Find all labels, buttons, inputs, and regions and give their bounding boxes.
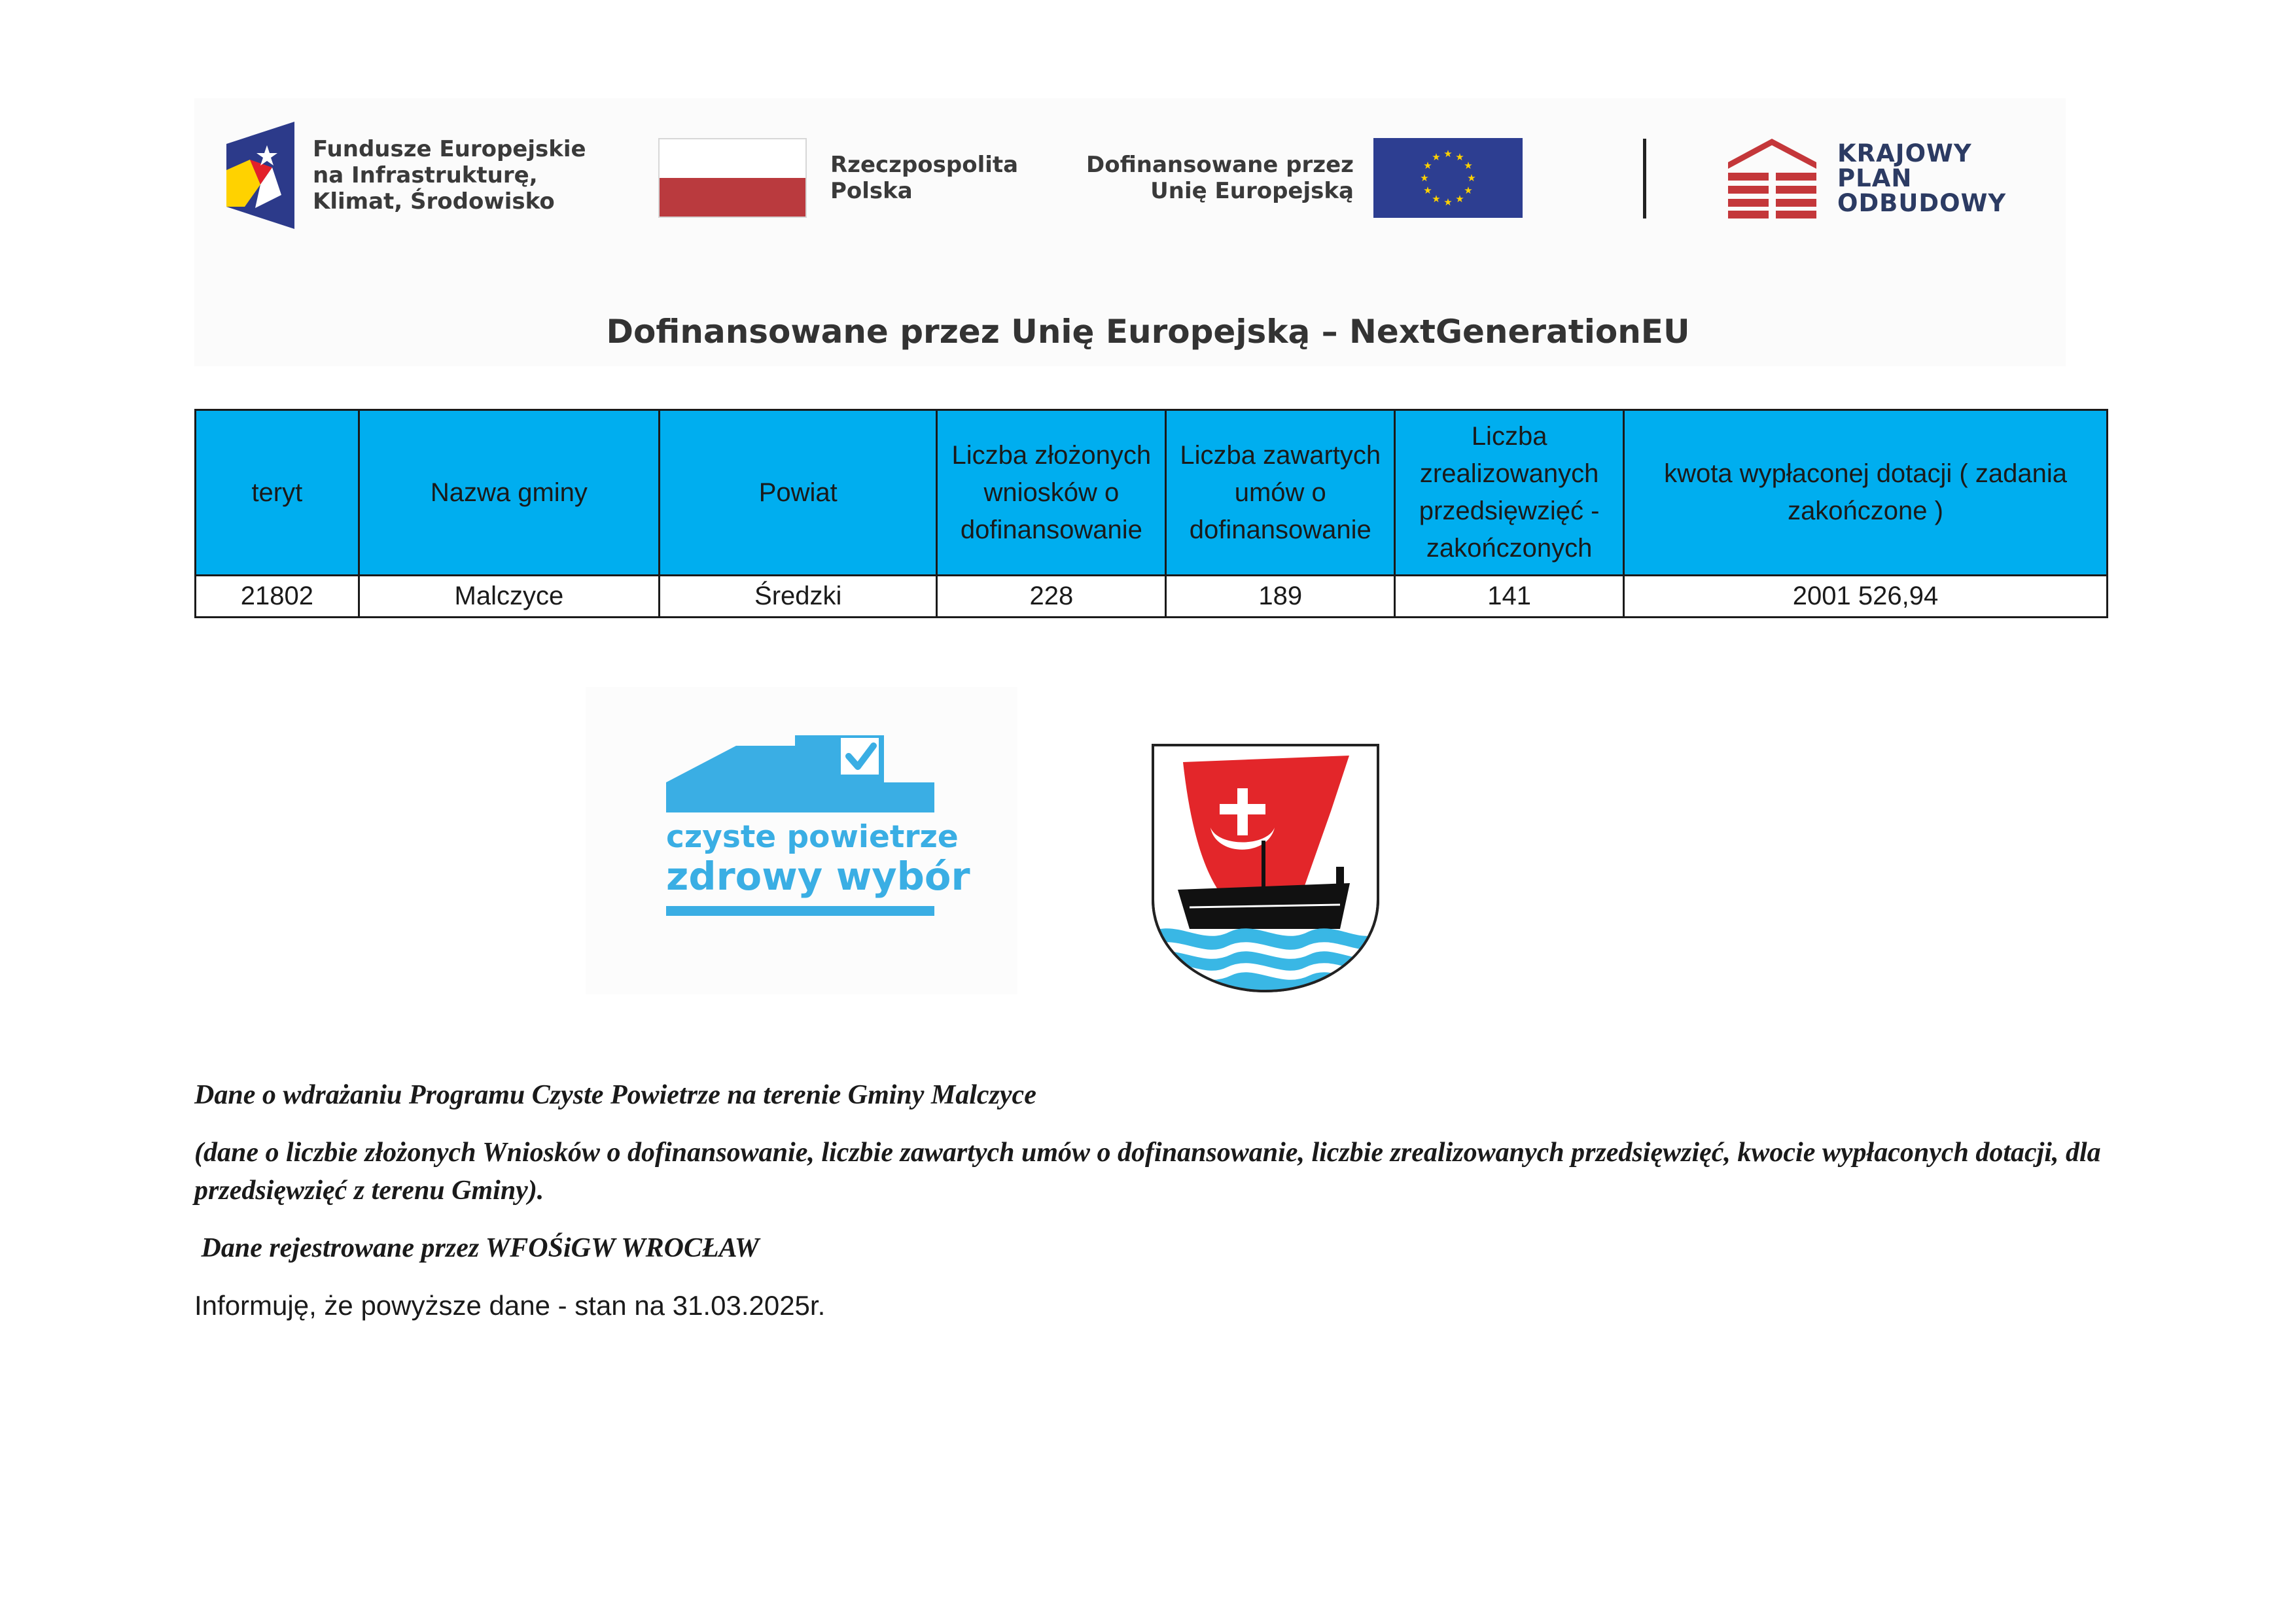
program-heading: Dane o wdrażaniu Programu Czyste Powietrze na terenie Gminy Malczyce [194,1080,1036,1110]
cell-teryt: 21802 [196,576,359,618]
fe-logo [226,122,586,229]
header-teryt: teryt [196,410,359,576]
kpo-logo-line-1: KRAJOWY [1837,139,1972,167]
svg-text:★: ★ [1432,193,1441,205]
kpo-logo-line-2: PLAN [1837,164,1913,192]
header-powiat: Powiat [660,410,937,576]
eu-logo [1086,138,1523,218]
svg-text:★: ★ [1464,184,1473,196]
body-text [194,1076,2108,1325]
program-description: (dane o liczbie złożonych Wniosków o dofinansowanie, liczbie zawartych umów o dofinansowanie, liczbie zrealizowanych przedsięwzięć, kwocie wypłaconych dotacji, dla przedsięwzięć z terenu Gminy). [194,1138,2101,1206]
eu-logo-line-2: Unię Europejską [1150,178,1354,204]
kpo-logo-line-3: ODBUDOWY [1837,189,2007,217]
banner-title: Dofinansowane przez Unię Europejską – NextGenerationEU [606,313,1690,351]
rp-logo-line-1: Rzeczpospolita [830,152,1019,178]
svg-text:★: ★ [1420,172,1429,184]
svg-text:★: ★ [1464,160,1473,171]
rp-logo [658,138,1018,218]
kpo-logo [1728,139,2006,218]
cell-nazwa-gminy: Malczyce [359,576,659,618]
header-liczba-wnioskow: Liczba złożonych wniosków o dofinansowanie [937,410,1166,576]
svg-text:★: ★ [1423,160,1432,171]
cell-liczba-przedsiewziec: 141 [1395,576,1624,618]
header-kwota-dotacji: kwota wypłaconej dotacji ( zadania zakończone ) [1624,410,2108,576]
czyste-powietrze-line-1: czyste powietrze [666,819,959,855]
fe-logo-line-2: na Infrastrukturę, [313,162,538,188]
table-header-row [196,410,2108,576]
registered-by: Dane rejestrowane przez WFOŚiGW WROCŁAW [194,1233,760,1263]
kpo-icon [1728,139,1816,218]
data-status-info: Informuję, że powyższe dane - stan na 31.03.2025r. [194,1290,826,1321]
data-table [194,409,2108,618]
svg-text:★: ★ [1455,193,1464,205]
rp-logo-line-2: Polska [830,178,913,204]
cell-powiat: Średzki [660,576,937,618]
eu-logo-line-1: Dofinansowane przez [1086,152,1354,178]
header-nazwa-gminy: Nazwa gminy [359,410,659,576]
czyste-powietrze-logo [586,687,1017,994]
svg-text:★: ★ [1443,196,1453,208]
fe-logo-line-3: Klimat, Środowisko [313,188,555,215]
svg-text:★: ★ [1423,184,1432,196]
svg-text:★: ★ [1432,151,1441,163]
header-liczba-przedsiewziec: Liczba zrealizowanych przedsięwzięć - zakończonych [1395,410,1624,576]
svg-text:★: ★ [1467,172,1476,184]
banner-divider [1643,139,1646,218]
cell-liczba-umow: 189 [1166,576,1395,618]
cell-kwota-dotacji: 2001 526,94 [1624,576,2108,618]
malczyce-coat-of-arms-icon [1150,742,1381,994]
czyste-powietrze-line-2: zdrowy wybór [666,854,970,899]
polish-flag-icon [658,138,807,218]
svg-text:★: ★ [1443,148,1453,160]
header-liczba-umow: Liczba zawartych umów o dofinansowanie [1166,410,1395,576]
fe-flag-icon [226,122,294,229]
fe-logo-line-1: Fundusze Europejskie [313,136,586,162]
table-row [196,576,2108,618]
cell-liczba-wnioskow: 228 [937,576,1166,618]
svg-text:★: ★ [1455,151,1464,163]
eu-flag-icon [1373,138,1523,218]
